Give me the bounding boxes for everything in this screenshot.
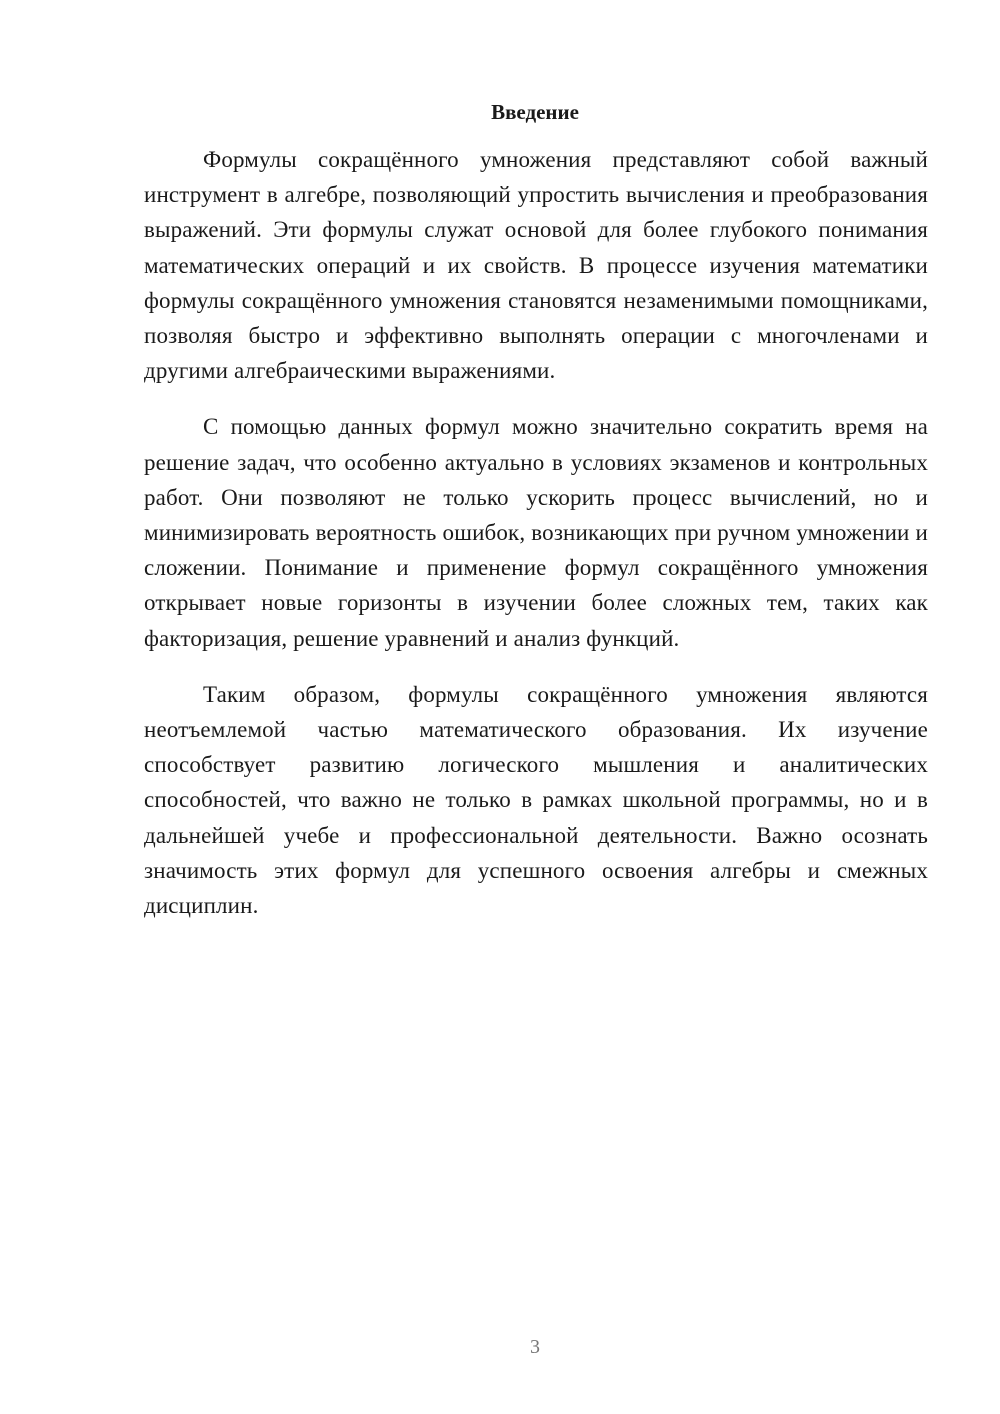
paragraph-2: С помощью данных формул можно значительно сократить время на решение задач, что особенно актуально в условиях экзаменов и контрольных работ. Они позволяют не только ускорить процесс вычислений, но и минимизировать вероятность ошибок, возникающих при ручном умножении и сложении. Понимание и применение формул сокращённого умножения открывает новые горизонты в изучении более сложных тем, таких как факторизация, решение уравнений и анализ функций.	[144, 414, 928, 651]
page-number: 3	[530, 1336, 540, 1358]
section-title: Введение	[491, 100, 579, 124]
document-body	[144, 142, 928, 944]
paragraph-3: Таким образом, формулы сокращённого умножения являются неотъемлемой частью математического образования. Их изучение способствует развитию логического мышления и аналитических способностей, что важно не только в рамках школьной программы, но и в дальнейшей учебе и профессиональной деятельности. Важно осознать значимость этих формул для успешного освоения алгебры и смежных дисциплин.	[144, 681, 928, 919]
paragraph-1: Формулы сокращённого умножения представляют собой важный инструмент в алгебре, позволяющий упростить вычисления и преобразования выражений. Эти формулы служат основой для более глубокого понимания математических операций и их свойств. В процессе изучения математики формулы сокращённого умножения становятся незаменимыми помощниками, позволяя быстро и эффективно выполнять операции с многочленами и другими алгебраическими выражениями.	[144, 147, 928, 384]
